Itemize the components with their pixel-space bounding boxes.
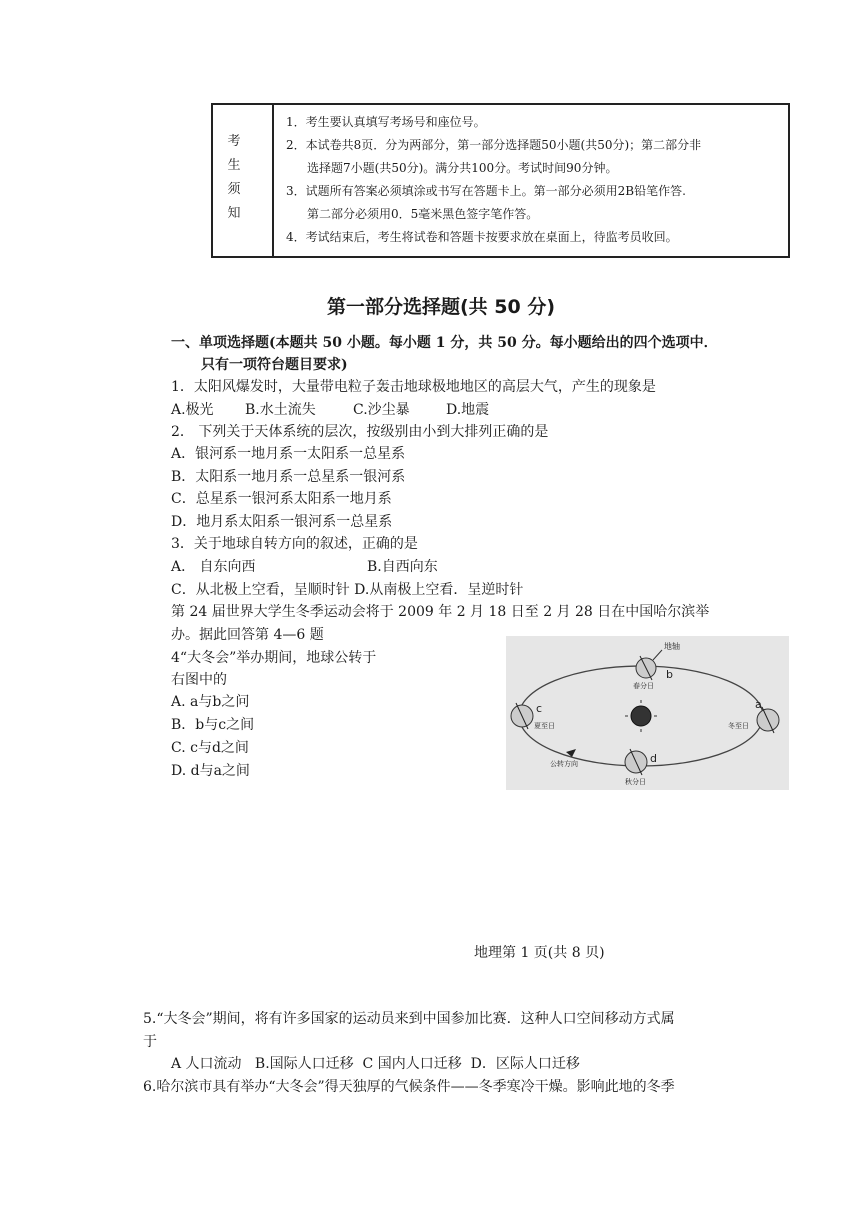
sun-icon	[631, 706, 651, 726]
q2-stem: 2． 下列关于天体系统的层次，按级别由小到大排列正确的是	[171, 424, 549, 440]
q2-option-d: D．地月系太阳系一银河系一总星系	[171, 514, 393, 530]
q3-option-a: A． 自东向西	[171, 559, 256, 575]
label-c: c	[536, 702, 543, 715]
q1-option-b: B.水土流失	[245, 402, 316, 418]
label-summer: 夏至日	[534, 722, 555, 730]
notice-line-5: 第二部分必须用0．5毫米黑色签字笔作答。	[307, 207, 539, 221]
notice-label: 考生须知	[227, 134, 241, 221]
page-footer: 地理第 1 页(共 8 贝)	[474, 945, 605, 961]
instructions-line-2: 只有一项符台题目要求)	[201, 357, 348, 373]
q4-option-c: C. c与d之间	[171, 740, 249, 756]
q2-option-b: B．太阳系一地月系一总星系一银河系	[171, 469, 406, 485]
section-title: 第一部分选择题(共 50 分)	[327, 296, 556, 318]
label-a: a	[755, 698, 762, 711]
context-line-2: 办。据此回答第 4—6 题	[171, 627, 324, 643]
label-direction: 公转方向	[550, 760, 578, 768]
label-d: d	[650, 752, 657, 765]
notice-divider	[272, 103, 274, 258]
q1-stem: 1．太阳风爆发时，大量带电粒子轰击地球极地地区的高层大气，产生的现象是	[171, 379, 656, 395]
notice-line-6: 4．考试结束后，考生将试卷和答题卡按要求放在桌面上，待监考员收回。	[286, 230, 678, 244]
context-line-1: 第 24 届世界大学生冬季运动会将于 2009 年 2 月 18 日至 2 月 28 日在中国哈尔滨举	[171, 604, 710, 620]
q5-stem-2: 于	[143, 1034, 157, 1050]
q1-option-d: D.地震	[446, 402, 490, 418]
q6-stem-1: 6.哈尔滨市具有举办“大冬会”得天独厚的气候条件——冬季寒冷干燥。影响此地的冬季	[143, 1079, 675, 1095]
label-spring: 春分日	[633, 682, 654, 690]
orbit-figure	[506, 636, 789, 790]
label-b: b	[666, 668, 673, 681]
q1-option-a: A.极光	[171, 402, 214, 418]
notice-line-4: 3．试题所有答案必须填涂或书写在答题卡上。第一部分必须用2B铅笔作答.	[286, 184, 686, 198]
notice-line-3: 选择题7小题(共50分)。满分共100分。考试时间90分钟。	[307, 161, 618, 175]
q1-option-c: C.沙尘暴	[353, 402, 410, 418]
q4-option-a: A. a与b之问	[171, 694, 250, 710]
q2-option-a: A．银河系一地月系一太阳系一总星系	[171, 446, 406, 462]
q4-option-b: B．b与c之间	[171, 717, 255, 733]
q5-stem-1: 5.“大冬会”期间，将有许多国家的运动员来到中国参加比赛．这种人口空间移动方式属	[143, 1011, 675, 1027]
q3-option-b: B.自西向东	[367, 559, 438, 575]
q4-option-d: D. d与a之间	[171, 763, 250, 779]
orbit-diagram	[506, 636, 789, 790]
notice-line-2: 2．本试卷共8页．分为两部分，第一部分选择题50小题(共50分)；第二部分非	[286, 138, 702, 152]
q4-stem-1: 4“大冬会”举办期间，地球公转于	[171, 650, 377, 666]
q3-stem: 3．关于地球自转方向的叙述，正确的是	[171, 536, 418, 552]
notice-line-1: 1．考生要认真填写考场号和座位号。	[286, 115, 486, 129]
label-autumn: 秋分日	[625, 778, 646, 786]
q3-option-cd: C．从北极上空看，呈顺时针 D.从南极上空看．呈逆时针	[171, 582, 524, 598]
label-axis: 地轴	[664, 642, 680, 651]
q2-option-c: C．总星系一银河系太阳系一地月系	[171, 491, 392, 507]
q4-stem-2: 右图中的	[171, 672, 227, 688]
instructions-line-1: 一、单项选择题(本题共 50 小题。每小题 1 分，共 50 分。每小题给出的四个选项中．	[171, 335, 718, 351]
label-winter: 冬至日	[728, 722, 749, 730]
q5-options: A 人口流动 B.国际人口迁移 C 国内人口迁移 D．区际人口迁移	[171, 1056, 580, 1072]
